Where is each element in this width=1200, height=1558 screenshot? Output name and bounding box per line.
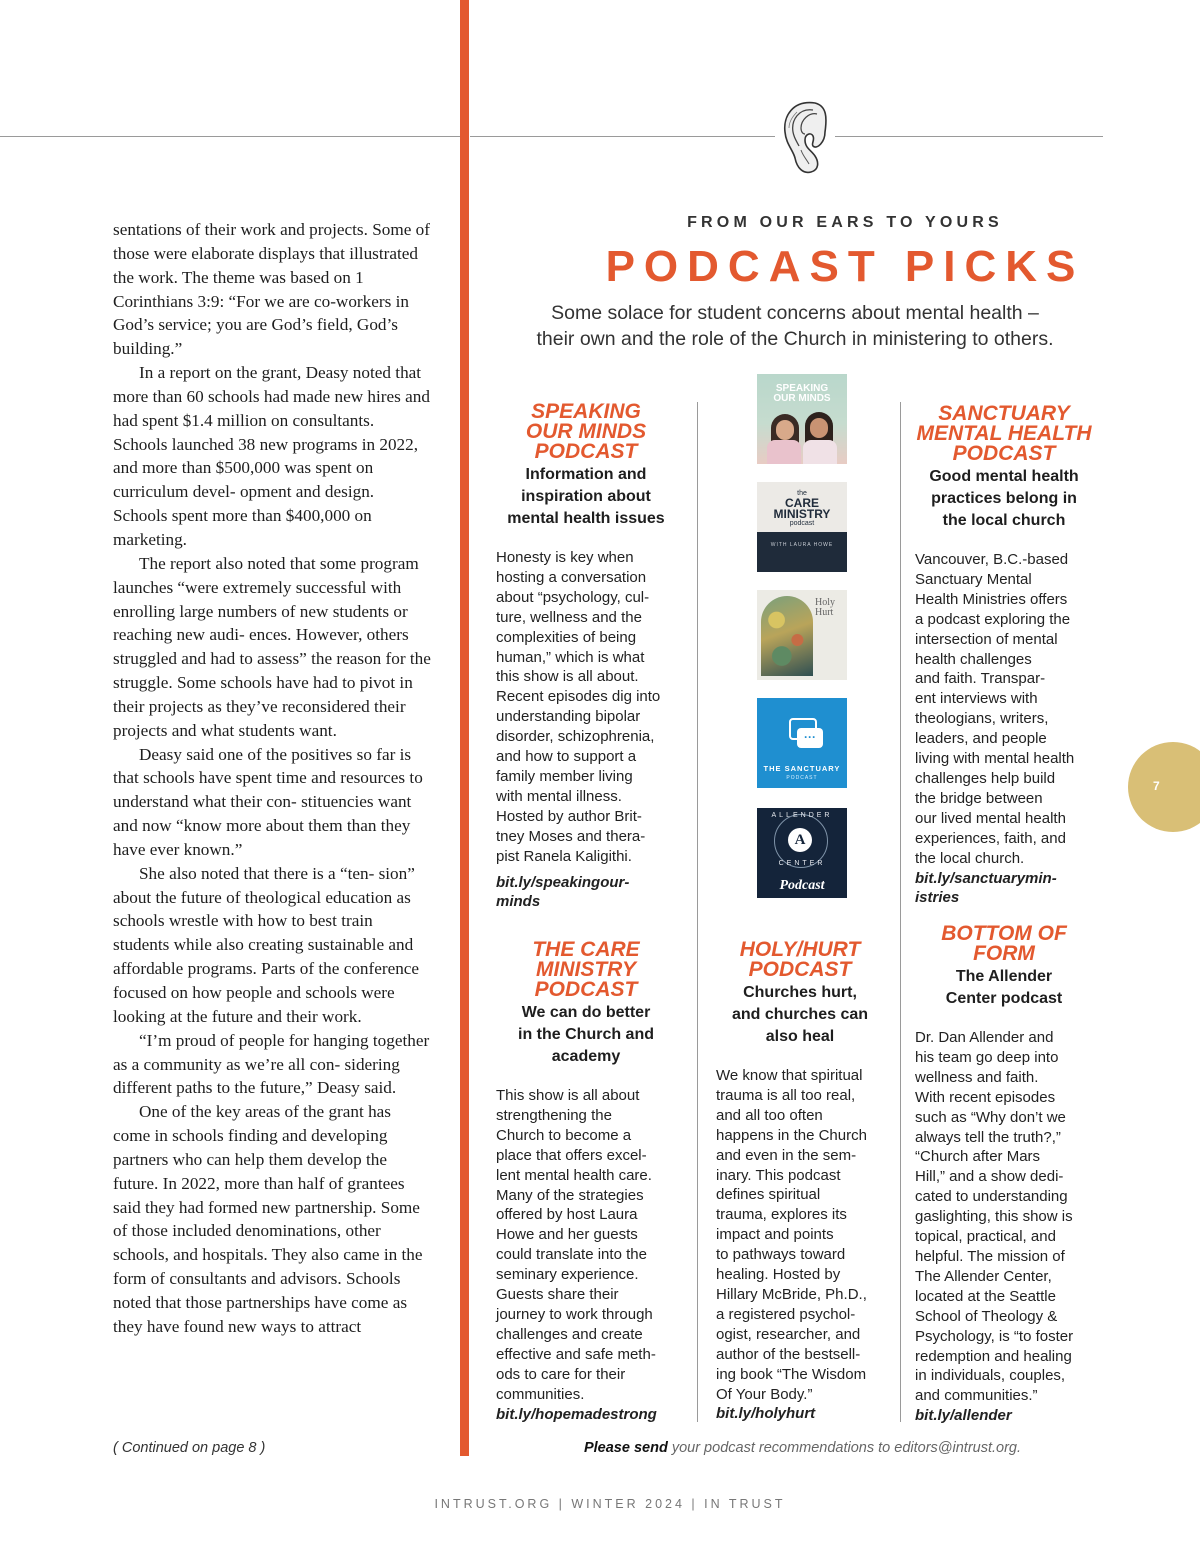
sidebar-kicker: FROM OUR EARS TO YOURS [687, 214, 1003, 231]
entry-care-ministry [496, 940, 676, 1424]
article-paragraph: “I’m proud of people for hanging together as a community as we’re all con- sidering different paths to the future,” Deasy said. [113, 1030, 430, 1098]
page-number-tab [1128, 742, 1200, 832]
entry-bottom-of-form [915, 924, 1093, 1426]
entry-tagline: Good mental health practices belong in the local church [929, 468, 1079, 529]
article-paragraph: One of the key areas of the grant has come in schools finding and developing partners who can help them develop the future. In 2022, more than half of grantees said they had formed new partnership. Some of those included denominations, other schools, and hospitals. They also came in the form of consultants and advisors. Schools noted that those partnerships have come as they have found new ways to attract [113, 1102, 423, 1336]
entry-body: This show is all about strengthening the Church to become a place that offers excel- lent mental health care. Many of the strategies offered by host Laura Howe and her guests could translate into the seminary experience. Guests share their journey to work through challenges and create effective and safe meth- ods to care for their communities. [496, 1087, 656, 1403]
article-paragraph: She also noted that there is a “ten- sion” about the future of theological education as schools wrestle with how to best train students while also creating sustainable and affordable programs. Parts of the conference focused on how people and schools were looking at the future and their work. [113, 863, 420, 1026]
top-rule-middle [470, 136, 775, 137]
entry-title: HOLY/HURT PODCAST [739, 938, 861, 981]
entry-link[interactable]: bit.ly/speakingour- minds [496, 873, 630, 911]
entry-body: Vancouver, B.C.-based Sanctuary Mental Health Ministries offers a podcast exploring the intersection of mental health challenges and faith. Transpar- ent interviews with theologians, writers, leaders, and people living with mental health challenges help build the bridge between our lived mental health experiences, faith, and the local church. [915, 551, 1075, 867]
ear-icon [775, 98, 837, 176]
entry-link[interactable]: bit.ly/sanctuarymin- istries [915, 869, 1057, 907]
cover-ring-bottom: CENTER [778, 860, 826, 867]
cover-title: Podcast [779, 878, 825, 893]
sidebar-title: PODCAST PICKS [605, 242, 1085, 291]
entry-sanctuary-mental-health [915, 404, 1093, 908]
cover-title: SPEAKING OUR MINDS [773, 383, 831, 404]
cover-title: THE SANCTUARY [763, 764, 841, 773]
article-paragraph: sentations of their work and projects. Some of those were elaborate displays that illustrated the work. The theme was based on 1 Corinthians 3:9: “For we are co-workers in God’s service; you are God’s field, God’s building.” [113, 220, 430, 359]
article-paragraph: In a report on the grant, Deasy noted that more than 60 schools had made new hires and had spent $1.4 million on consultants. Schools launched 38 new programs in 2022, and more than $500,000 was spent on curriculum devel- opment and design. Schools spent more than $400,000 on marketing. [113, 363, 430, 549]
entry-body: We know that spiritual trauma is all too real, and all too often happens in the Church and even in the sem- inary. This podcast defines spiritual trauma, explores its impact and points to pathways toward healing. Hosted by Hillary McBride, Ph.D., a registered psychol- ogist, researcher, and author of the bestsell- ing book “The Wisdom Of Your Body.” [716, 1067, 867, 1403]
entry-holy-hurt [716, 940, 884, 1424]
entry-speaking-our-minds [496, 402, 676, 912]
orange-column-divider [460, 0, 469, 1456]
entry-tagline: Information and inspiration about mental health issues [507, 466, 665, 527]
cover-allender-center [757, 808, 847, 898]
top-rule-left [0, 136, 460, 137]
cover-holy-hurt [757, 590, 847, 680]
cover-artwork [761, 596, 813, 676]
page-footer: INTRUST.ORG | WINTER 2024 | IN TRUST [434, 1497, 786, 1511]
article-paragraph: Deasy said one of the positives so far is that schools have spent time and resources to understand what their con- stituencies want and now “know more about them than they have ever known.” [113, 744, 423, 859]
entry-link[interactable]: bit.ly/holyhurt [716, 1405, 816, 1423]
cover-speaking-our-minds [757, 374, 847, 464]
entry-title: SPEAKING OUR MINDS PODCAST [525, 400, 647, 463]
allender-logo-icon: A [788, 828, 812, 852]
cover-subtitle: PODCAST [786, 775, 818, 781]
article-paragraph: The report also noted that some program launches “were extremely successful with enrolling large numbers of new students or reaching new audi- ences. However, others struggled and had to assess” the reason for the struggle. Some schools have had to pivot in their projects as they’ve reconsidered their projects and what students want. [113, 553, 431, 740]
entry-tagline: The Allender Center podcast [945, 968, 1063, 1007]
cover-sanctuary: ··· THE SANCTUARY PODCAST [757, 698, 847, 788]
sidebar-subtitle: Some solace for student concerns about mental health – their own and the role of the Church in ministering to others. [536, 302, 1054, 350]
cover-ring-top: ALLENDER [771, 812, 833, 819]
cover-title: the CARE MINISTRY podcast [773, 490, 831, 527]
top-rule-right [835, 136, 1103, 137]
column-divider-right [900, 402, 901, 1422]
entry-body: Honesty is key when hosting a conversation about “psychology, cul- ture, wellness and the complexities of being human,” which is what this show is all about. Recent episodes dig into understanding bipolar disorder, schizophrenia, and how to support a family member living with mental illness. Hosted by author Brit- tney Moses and thera- pist Ranela Kaligithi. [496, 549, 661, 865]
left-article [113, 218, 431, 1339]
cover-host: WITH LAURA HOWE [770, 542, 834, 548]
entry-tagline: Churches hurt, and churches can also heal [731, 984, 869, 1045]
entry-tagline: We can do better in the Church and academy [518, 1004, 654, 1065]
column-divider-left [697, 402, 698, 1422]
entry-title: SANCTUARY MENTAL HEALTH PODCAST [916, 402, 1092, 465]
continued-note: ( Continued on page 8 ) [113, 1440, 266, 1456]
page-number: 7 [1153, 779, 1160, 793]
entry-title: BOTTOM OF FORM [941, 922, 1067, 965]
entry-body: Dr. Dan Allender and his team go deep into wellness and faith. With recent episodes such as “Why don’t we always tell the truth?,” “Church after Mars Hill,” and a show dedi- cated to understanding gaslighting, this show is topical, practical, and helpful. The mission of The Allender Center, located at the Seattle School of Theology & Psychology, is “to foster redemption and healing in individuals, couples, and communities.” [915, 1029, 1074, 1405]
entry-title: THE CARE MINISTRY PODCAST [532, 938, 640, 1001]
recommendation-note: Please send your podcast recommendations to editors@intrust.org. [583, 1440, 1022, 1456]
cover-title: Holy Hurt [815, 597, 835, 618]
entry-link[interactable]: bit.ly/allender [915, 1407, 1012, 1425]
cover-care-ministry [757, 482, 847, 572]
entry-link[interactable]: bit.ly/hopemadestrong [496, 1405, 657, 1423]
